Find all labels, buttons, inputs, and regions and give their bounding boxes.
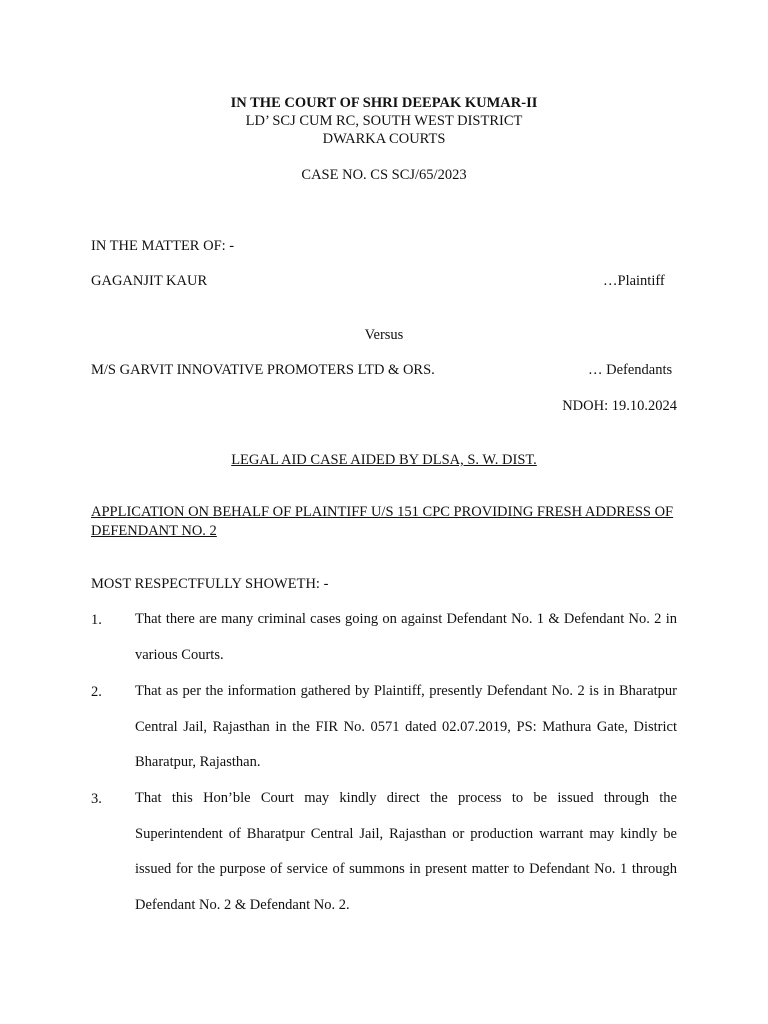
- paragraph-number: 1.: [91, 612, 102, 628]
- plaintiff-name: GAGANJIT KAUR: [91, 273, 208, 289]
- plaintiff-role: …Plaintiff: [603, 273, 665, 289]
- paragraph-text: That this Hon’ble Court may kindly direct the process to be issued through the Superintendent of Bharatpur Central Jail, Rajasthan or production warrant may kindly be issued for the purpose of service of summons in present matter to Defendant No. 1 through Defendant No. 2 & Defendant No. 2.: [135, 790, 677, 913]
- matter-of-label: IN THE MATTER OF: -: [91, 238, 235, 254]
- versus-label: Versus: [364, 327, 404, 343]
- defendant-name: M/S GARVIT INNOVATIVE PROMOTERS LTD & ORS.: [91, 362, 435, 378]
- case-number: CASE NO. CS SCJ/65/2023: [301, 167, 467, 183]
- application-title: APPLICATION ON BEHALF OF PLAINTIFF U/S 151 CPC PROVIDING FRESH ADDRESS OF DEFENDANT NO. 2: [91, 504, 674, 539]
- paragraph-text: That there are many criminal cases going on against Defendant No. 1 & Defendant No. 2 in various Courts.: [135, 611, 677, 663]
- court-heading: IN THE COURT OF SHRI DEEPAK KUMAR-II: [230, 95, 538, 111]
- defendant-role: … Defendants: [588, 362, 673, 378]
- court-designation: LD’ SCJ CUM RC, SOUTH WEST DISTRICT: [245, 113, 523, 129]
- paragraph-number: 2.: [91, 684, 102, 700]
- showeth-label: MOST RESPECTFULLY SHOWETH: -: [91, 576, 329, 592]
- legal-aid-heading: LEGAL AID CASE AIDED BY DLSA, S. W. DIST.: [231, 452, 537, 468]
- paragraph-text: That as per the information gathered by Plaintiff, presently Defendant No. 2 is in Bharatpur Central Jail, Rajasthan in the FIR No. 0571 dated 02.07.2019, PS: Mathura Gate, District Bharatpur, Rajasthan.: [135, 683, 677, 770]
- ndoh-date: NDOH: 19.10.2024: [562, 398, 677, 414]
- court-place: DWARKA COURTS: [322, 131, 446, 147]
- paragraph-number: 3.: [91, 791, 102, 807]
